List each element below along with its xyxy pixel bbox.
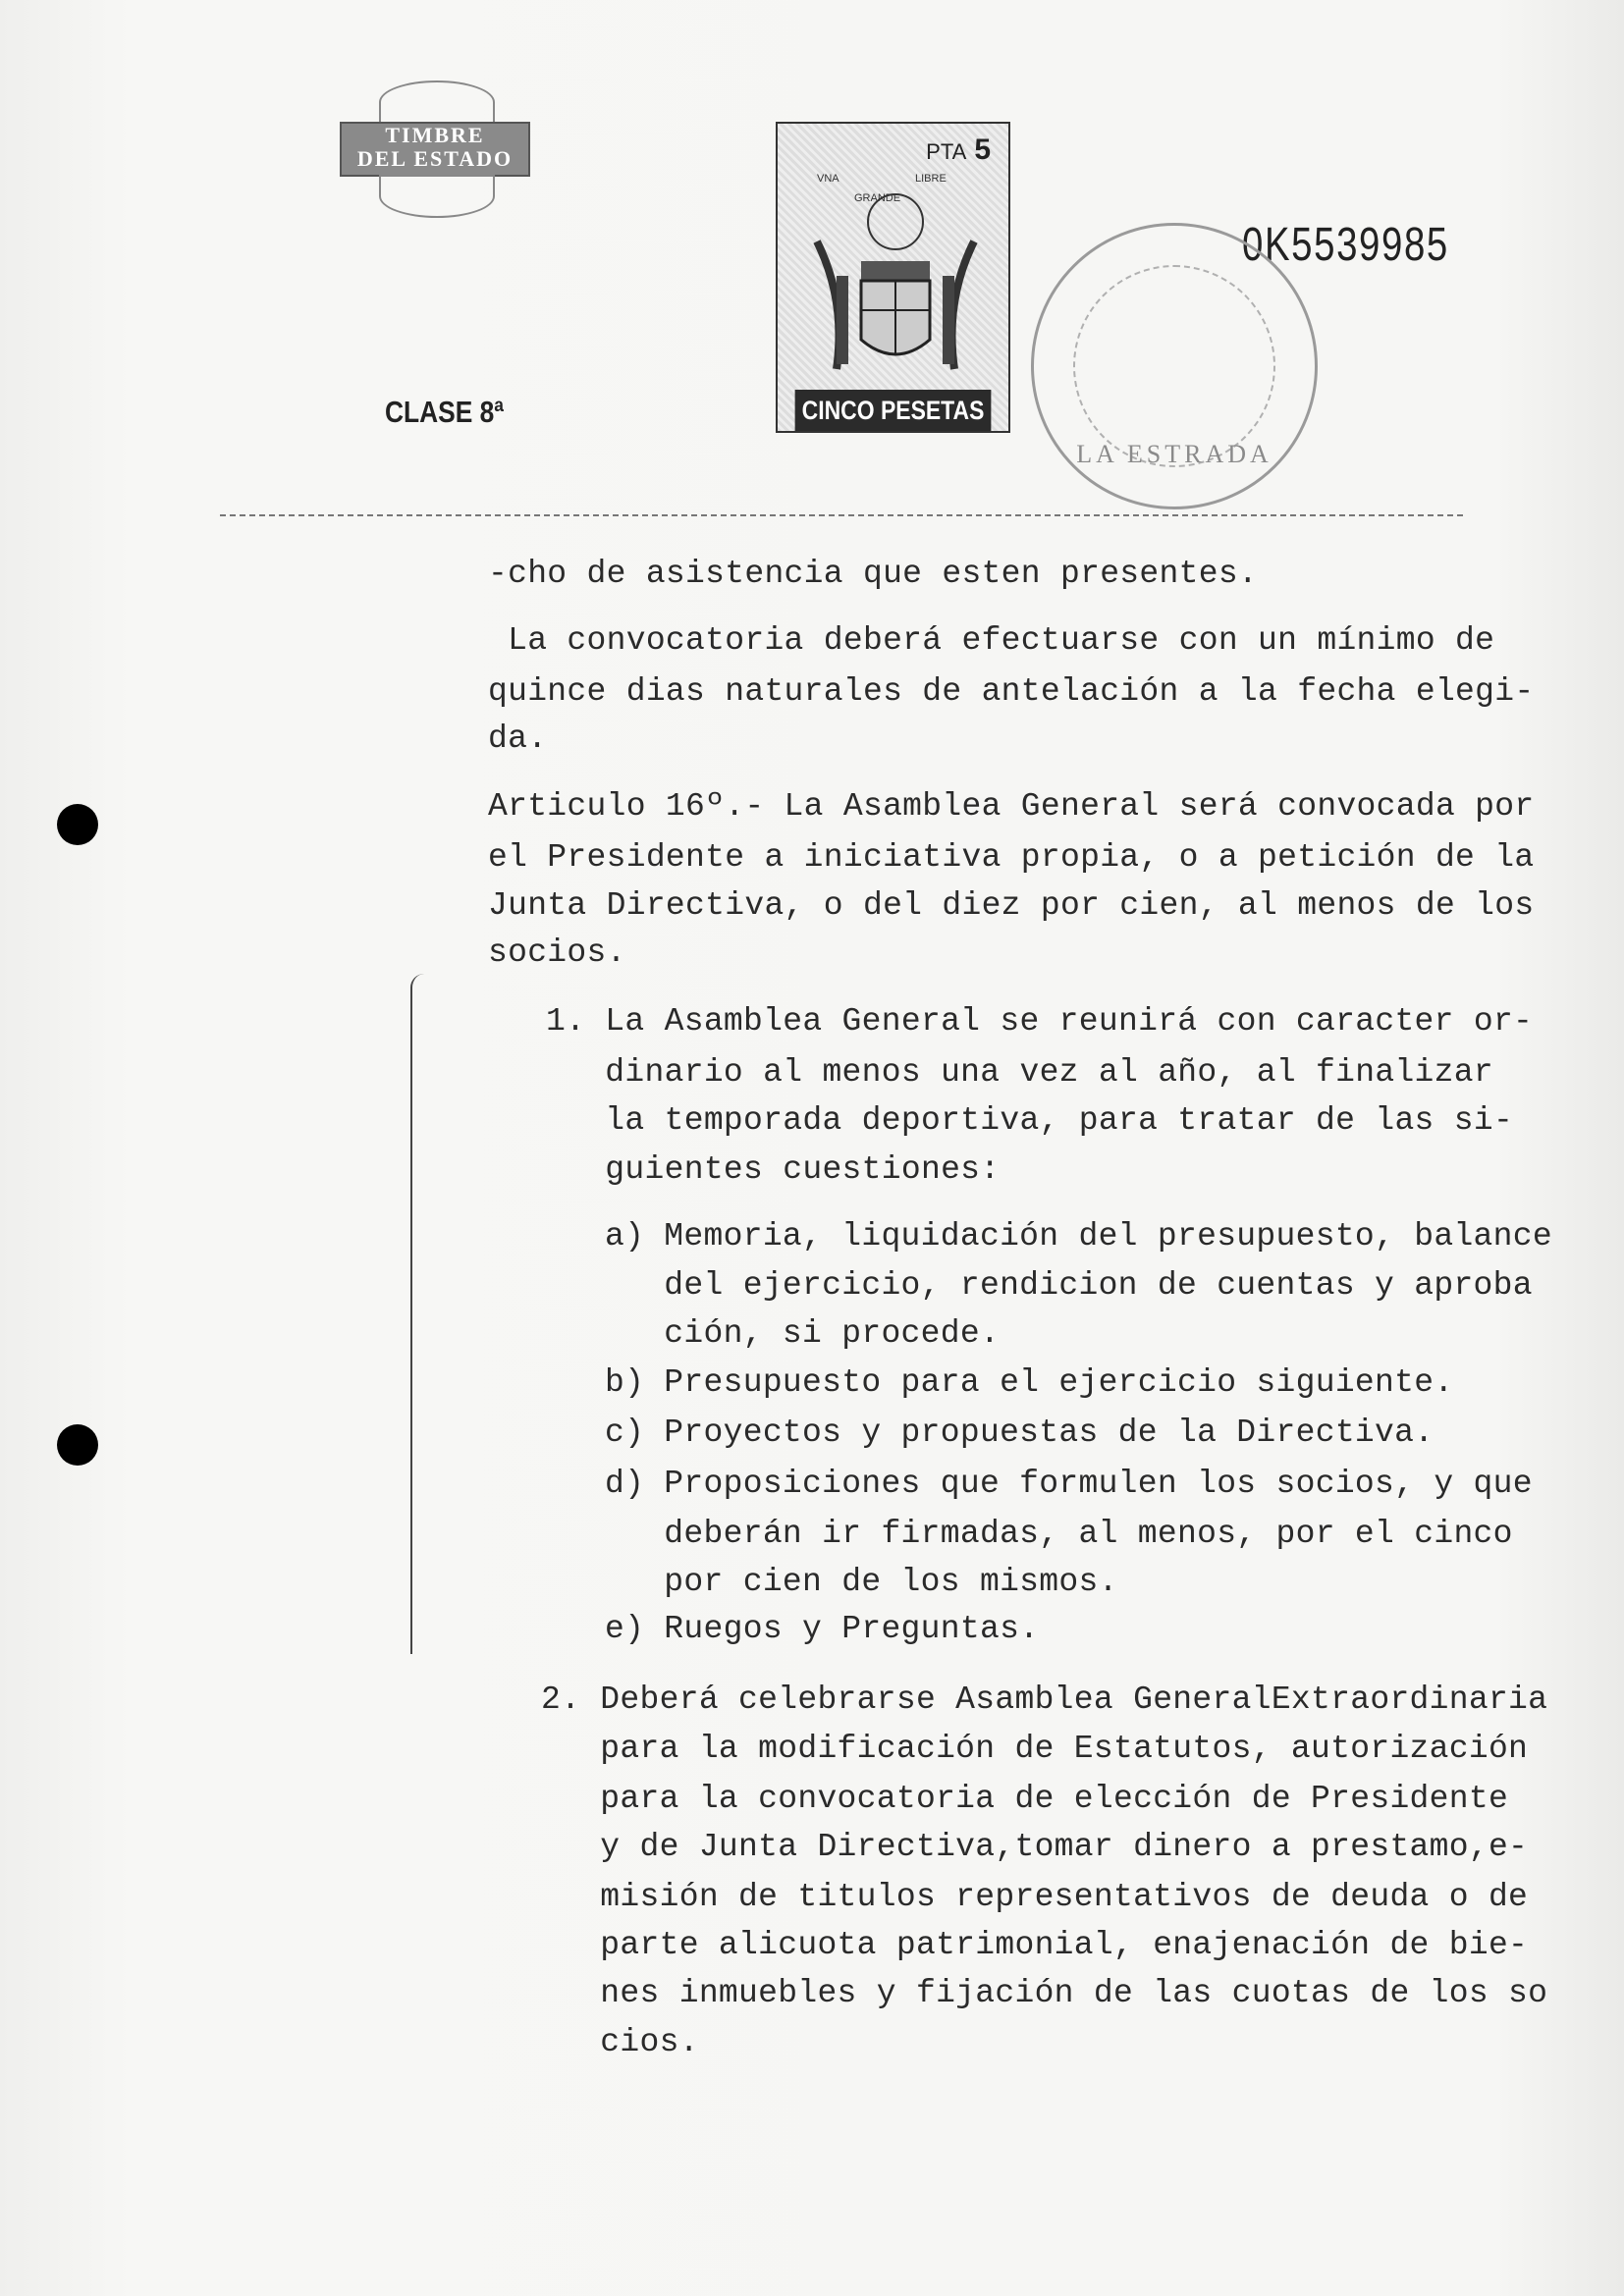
sub-item-e-line: e) Ruegos y Preguntas. xyxy=(605,1611,1040,1647)
text-line: socios. xyxy=(488,934,626,971)
seal-inner-ring xyxy=(1073,265,1275,467)
list-item-1-line: guientes cuestiones: xyxy=(546,1151,1001,1188)
motto-word: VNA xyxy=(817,173,839,185)
sub-item-d-line: deberán ir firmadas, al menos, por el cinco xyxy=(605,1516,1513,1552)
text-line: da. xyxy=(488,721,548,757)
text-line: quince dias naturales de antelación a la fecha elegi- xyxy=(488,673,1535,710)
sub-item-a-line: a) Memoria, liquidación del presupuesto, balance xyxy=(605,1218,1552,1255)
sub-item-b-line: b) Presupuesto para el ejercicio siguiente. xyxy=(605,1364,1454,1401)
text-line: La convocatoria deberá efectuarse con un mínimo de xyxy=(488,622,1495,659)
list-item-2-line: para la modificación de Estatutos, autorización xyxy=(541,1731,1529,1767)
stamp-value-text: CINCO PESETAS xyxy=(795,390,992,431)
list-item-2-line: cios. xyxy=(541,2024,699,2060)
margin-bracket-mark xyxy=(410,974,426,1654)
list-item-1-line: 1. La Asamblea General se reunirá con caracter or- xyxy=(546,1003,1534,1040)
list-item-2-line: parte alicuota patrimonial, enajenación de bie- xyxy=(541,1927,1529,1963)
sub-item-a-line: del ejercicio, rendicion de cuentas y aproba xyxy=(605,1267,1533,1304)
paper-class: CLASE 8ª xyxy=(385,395,505,429)
list-item-2-line: misión de titulos representativos de deuda o de xyxy=(541,1879,1529,1915)
punch-hole xyxy=(57,1424,98,1466)
timbre-line-2: DEL ESTADO xyxy=(356,146,514,171)
ornament-bottom xyxy=(379,175,495,218)
text-line: Junta Directiva, o del diez por cien, al menos de los xyxy=(488,887,1535,924)
motto-word: GRANDE xyxy=(854,192,901,204)
pta-value: 5 xyxy=(974,133,991,166)
list-item-2-line: para la convocatoria de elección de Presidente xyxy=(541,1781,1509,1817)
list-item-2-line: 2. Deberá celebrarse Asamblea GeneralExtraordinaria xyxy=(541,1682,1548,1718)
list-item-1-line: dinario al menos una vez al año, al finalizar xyxy=(546,1054,1493,1091)
sub-item-d-line: por cien de los mismos. xyxy=(605,1564,1118,1600)
sub-item-a-line: ción, si procede. xyxy=(605,1315,1001,1352)
coat-of-arms-icon xyxy=(807,183,984,379)
serial-number: 0K5539985 xyxy=(1242,219,1449,271)
list-item-2-line: nes inmuebles y fijación de las cuotas de los so xyxy=(541,1975,1548,2011)
stamp-value xyxy=(926,133,991,167)
sub-item-d-line: d) Proposiciones que formulen los socios, y que xyxy=(605,1466,1533,1502)
revenue-stamp xyxy=(776,122,1010,433)
timbre-label xyxy=(340,122,530,177)
text-line: -cho de asistencia que esten presentes. xyxy=(488,556,1259,592)
seal-text: LA ESTRADA xyxy=(1076,440,1272,468)
text-line: el Presidente a iniciativa propia, o a petición de la xyxy=(488,839,1535,876)
sub-item-c-line: c) Proyectos y propuestas de la Directiva. xyxy=(605,1415,1435,1451)
list-item-1-line: la temporada deportiva, para tratar de las si- xyxy=(546,1102,1514,1139)
punch-hole xyxy=(57,804,98,845)
pta-label: PTA xyxy=(926,139,967,164)
notary-seal xyxy=(1031,223,1318,509)
timbre-line-1: TIMBRE xyxy=(385,123,485,147)
list-item-2-line: y de Junta Directiva,tomar dinero a prestamo,e- xyxy=(541,1829,1529,1865)
timbre-del-estado-emblem xyxy=(340,80,530,212)
ornament-top xyxy=(379,80,495,124)
motto-word: LIBRE xyxy=(915,173,947,185)
article-heading-line: Articulo 16º.- La Asamblea General será convocada por xyxy=(488,788,1535,825)
header-divider xyxy=(220,514,1463,516)
